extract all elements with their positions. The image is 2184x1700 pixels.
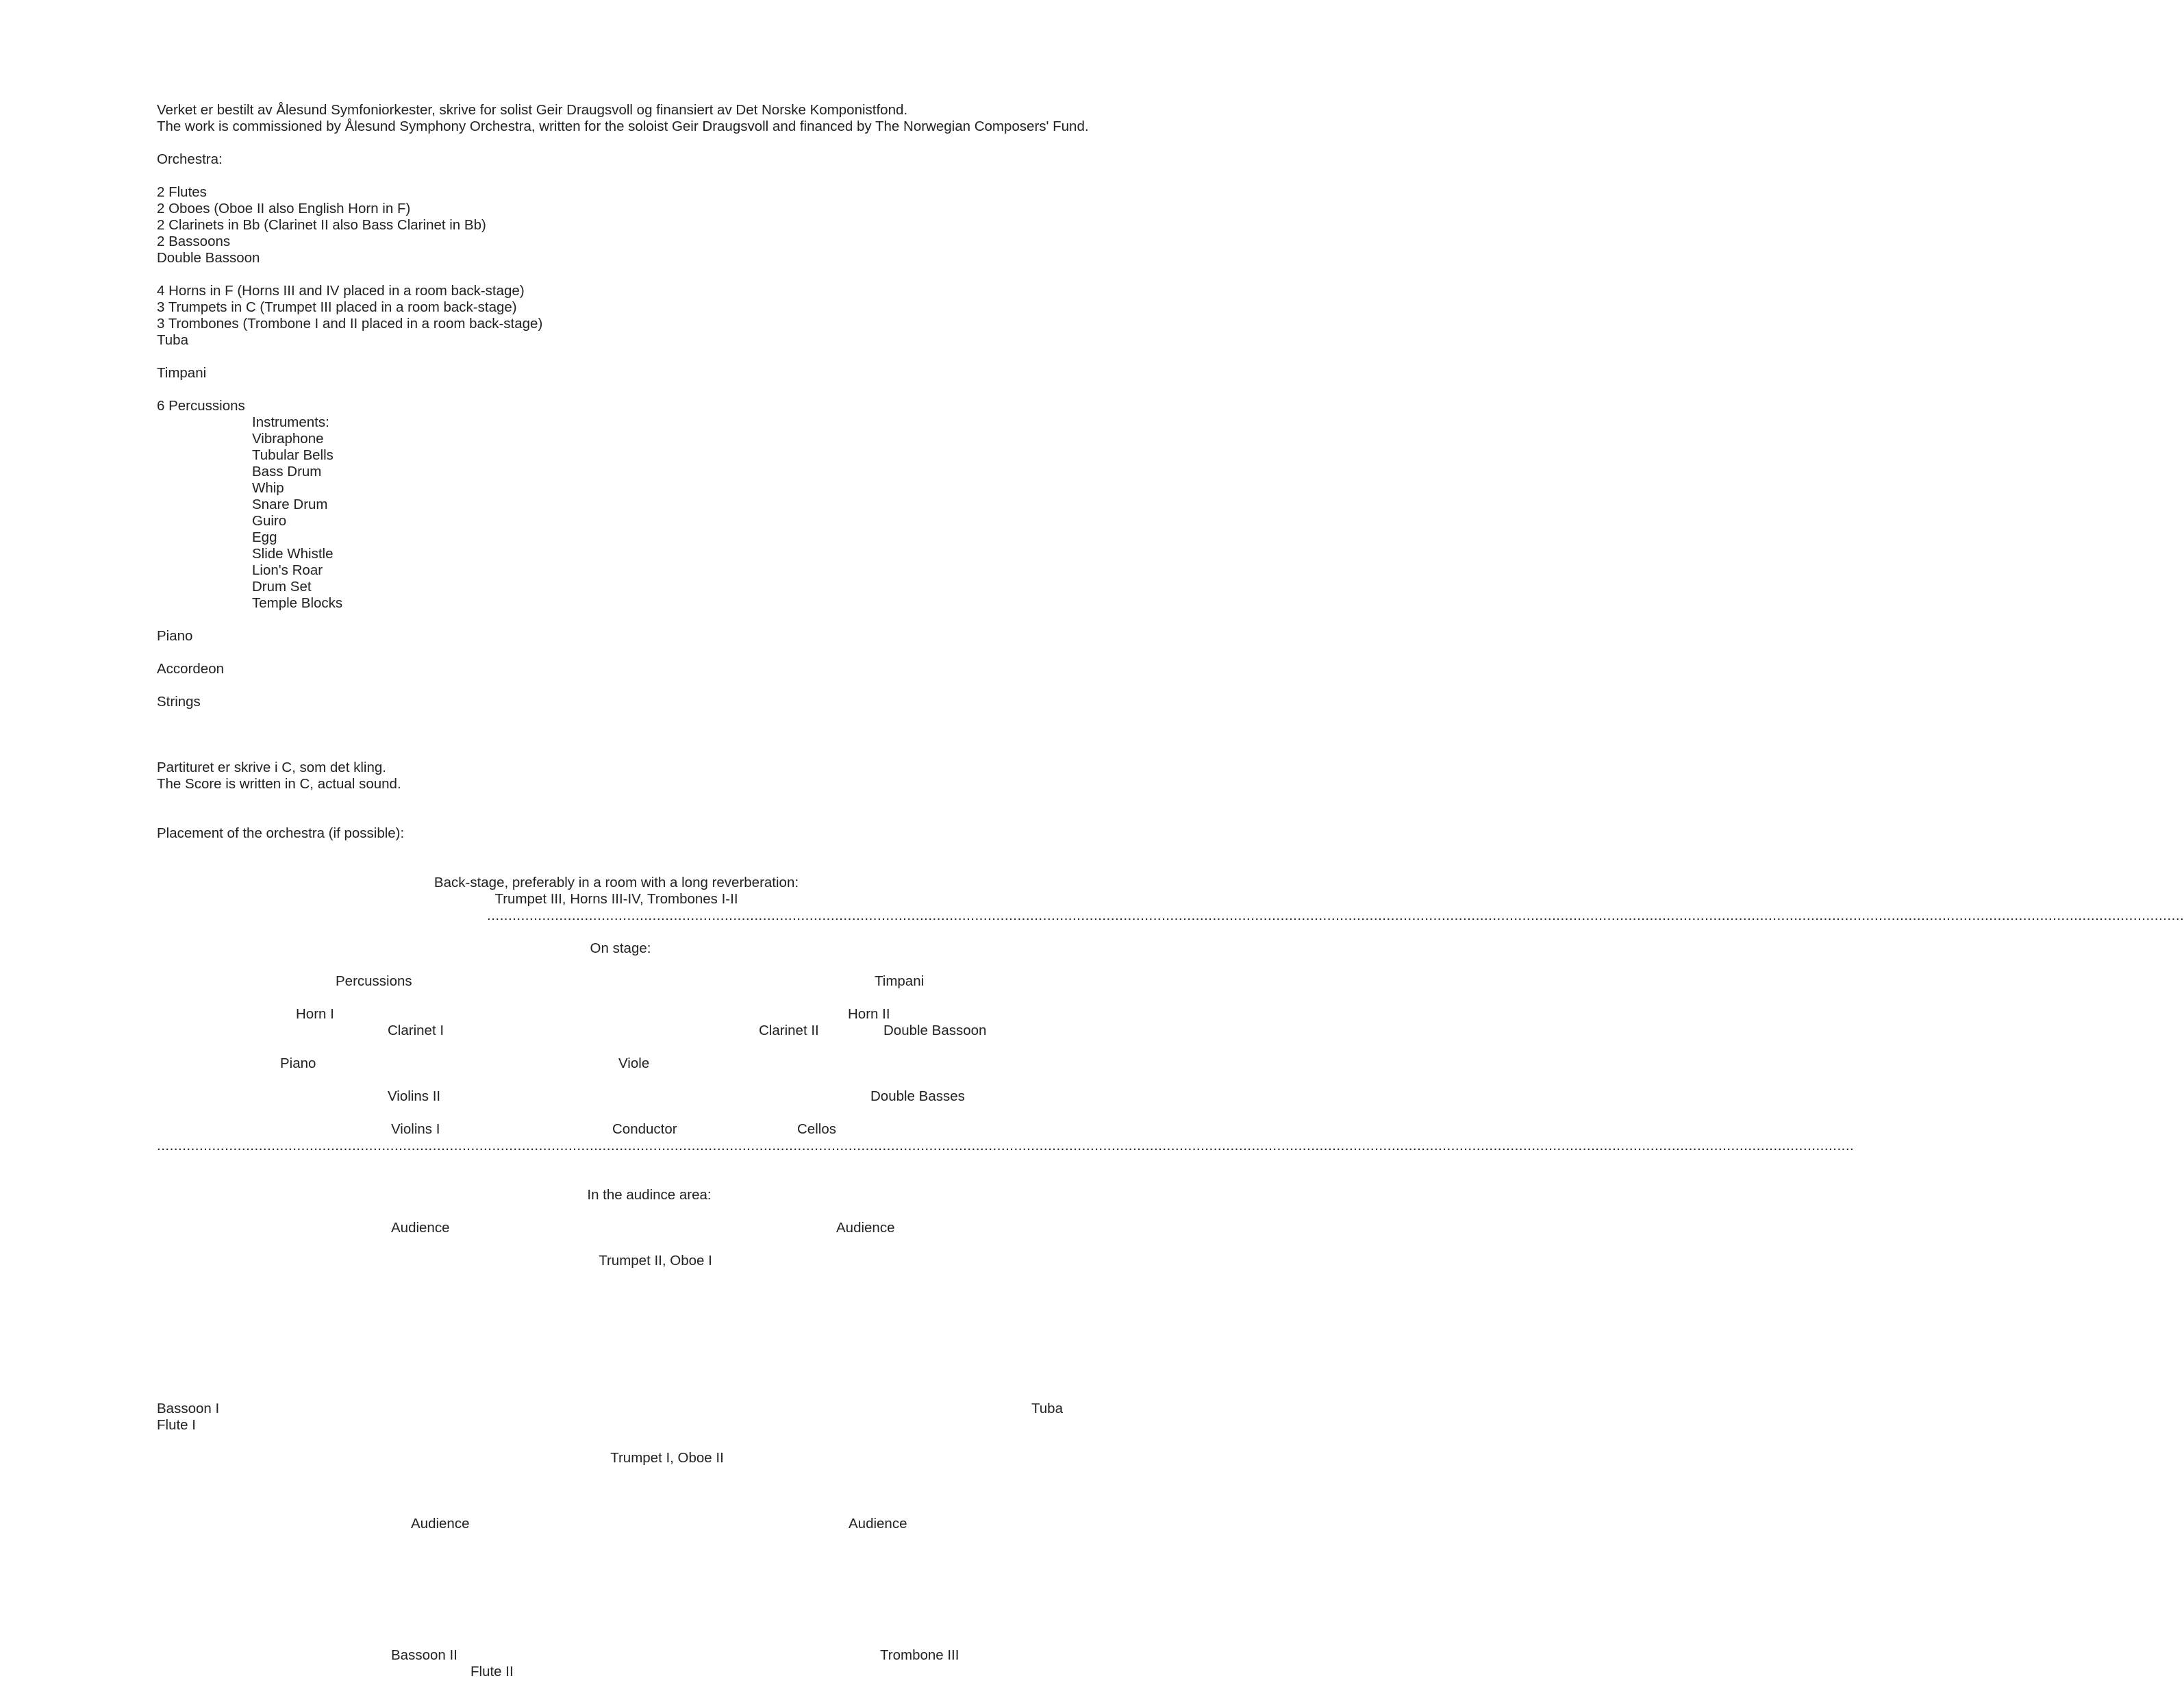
stage-conductor: Conductor	[612, 1121, 677, 1137]
orchestra-heading: Orchestra:	[157, 151, 223, 167]
backstage-instruments: Trumpet III, Horns III-IV, Trombones I-II	[494, 891, 738, 907]
list-item: 2 Flutes	[157, 184, 207, 200]
list-item: Vibraphone	[252, 431, 324, 447]
stage-clarinet-1: Clarinet I	[388, 1023, 444, 1038]
list-item: Accordeon	[157, 661, 225, 677]
stage-edge-divider: ................................................................................................................................................................................................................................................................................................................................................................................................................	[157, 1138, 1855, 1153]
list-item: Tuba	[157, 332, 188, 348]
backstage-divider: ................................................................................................................................................................................................................................................................................................................................................................................................................	[487, 908, 2184, 923]
audience-area-label: In the audince area:	[587, 1187, 712, 1203]
audience-label: Audience	[411, 1516, 470, 1532]
list-item: Double Bassoon	[157, 250, 260, 266]
list-item: Piano	[157, 628, 193, 644]
audience-bassoon-1: Bassoon I	[157, 1401, 220, 1416]
stage-piano: Piano	[280, 1055, 316, 1071]
list-item: 3 Trumpets in C (Trumpet III placed in a room back-stage)	[157, 299, 517, 315]
on-stage-label: On stage:	[590, 940, 651, 956]
list-item: Guiro	[252, 513, 287, 529]
list-item: 3 Trombones (Trombone I and II placed in a room back-stage)	[157, 316, 543, 332]
list-item: Drum Set	[252, 579, 312, 595]
stage-cellos: Cellos	[797, 1121, 836, 1137]
commission-english: The work is commissioned by Ålesund Symphony Orchestra, written for the soloist Geir Draugsvoll and financed by The Norwegian Composers' Fund.	[157, 118, 1089, 134]
list-item: 2 Clarinets in Bb (Clarinet II also Bass Clarinet in Bb)	[157, 217, 486, 233]
percussion-heading: 6 Percussions	[157, 398, 245, 414]
instruments-label: Instruments:	[252, 414, 329, 430]
stage-percussions: Percussions	[336, 973, 412, 989]
list-item: Whip	[252, 480, 284, 496]
stage-timpani: Timpani	[875, 973, 925, 989]
score-note-english: The Score is written in C, actual sound.	[157, 776, 401, 792]
commission-norwegian: Verket er bestilt av Ålesund Symfoniorkester, skrive for solist Geir Draugsvoll og finansiert av Det Norske Komponistfond.	[157, 102, 908, 118]
backstage-description: Back-stage, preferably in a room with a long reverberation:	[434, 875, 799, 890]
stage-double-bassoon: Double Bassoon	[883, 1023, 987, 1038]
audience-tuba: Tuba	[1031, 1401, 1063, 1416]
list-item: Slide Whistle	[252, 546, 334, 562]
list-item: Snare Drum	[252, 497, 328, 512]
stage-viole: Viole	[618, 1055, 650, 1071]
audience-bassoon-2: Bassoon II	[391, 1647, 457, 1663]
stage-horn-1: Horn I	[296, 1006, 334, 1022]
stage-violins-1: Violins I	[391, 1121, 440, 1137]
list-item: Lion's Roar	[252, 562, 323, 578]
list-item: 2 Bassoons	[157, 234, 231, 249]
list-item: Timpani	[157, 365, 207, 381]
stage-violins-2: Violins II	[388, 1088, 441, 1104]
audience-trombone-3: Trombone III	[880, 1647, 959, 1663]
stage-horn-2: Horn II	[848, 1006, 890, 1022]
audience-trumpet2-oboe1: Trumpet II, Oboe I	[599, 1253, 712, 1268]
list-item: 4 Horns in F (Horns III and IV placed in a room back-stage)	[157, 283, 525, 299]
audience-flute-2: Flute II	[470, 1664, 514, 1679]
audience-label: Audience	[849, 1516, 907, 1532]
audience-trumpet1-oboe2: Trumpet I, Oboe II	[610, 1450, 724, 1466]
list-item: Bass Drum	[252, 464, 322, 479]
audience-label: Audience	[391, 1220, 450, 1236]
list-item: 2 Oboes (Oboe II also English Horn in F)	[157, 201, 411, 216]
list-item: Tubular Bells	[252, 447, 334, 463]
placement-heading: Placement of the orchestra (if possible):	[157, 825, 405, 841]
audience-flute-1: Flute I	[157, 1417, 196, 1433]
stage-double-basses: Double Basses	[870, 1088, 965, 1104]
audience-label: Audience	[836, 1220, 895, 1236]
list-item: Temple Blocks	[252, 595, 343, 611]
score-note-norwegian: Partituret er skrive i C, som det kling.	[157, 760, 386, 775]
stage-clarinet-2: Clarinet II	[759, 1023, 819, 1038]
list-item: Strings	[157, 694, 201, 710]
list-item: Egg	[252, 529, 277, 545]
